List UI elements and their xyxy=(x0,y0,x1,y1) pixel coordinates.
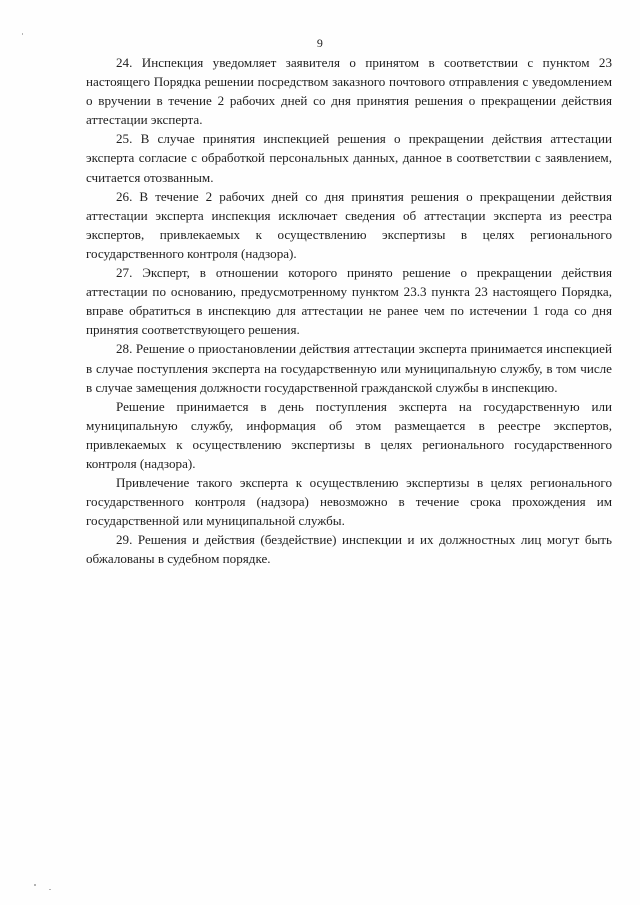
paragraph-28-involvement: Привлечение такого эксперта к осуществлению экспертизы в целях регионального государственного контроля (надзора) невозможно в течение срока прохождения им государственной или муниципальной службы. xyxy=(86,475,612,529)
document-body xyxy=(86,53,612,569)
scan-speck xyxy=(49,889,51,890)
paragraph-24: 24. Инспекция уведомляет заявителя о принятом в соответствии с пунктом 23 настоящего Порядка решении посредством заказного почтового отправления с уведомлением о вручении в течение 2 рабочих дней со дня принятия решения о прекращении действия аттестации эксперта. xyxy=(86,55,612,128)
page-number: 9 xyxy=(316,36,324,50)
paragraph-26: 26. В течение 2 рабочих дней со дня принятия решения о прекращении действия аттестации эксперта инспекция исключает сведения об аттестации эксперта из реестра экспертов, привлекаемых к осуществлению экспертизы в целях регионального государственного контроля (надзора). xyxy=(86,188,612,261)
paragraph-29: 29. Решения и действия (бездействие) инспекции и их должностных лиц могут быть обжалованы в судебном порядке. xyxy=(86,532,612,567)
paragraph-28-decision: Решение принимается в день поступления эксперта на государственную или муниципальную службу, информация об этом размещается в реестре экспертов, привлекаемых к осуществлению экспертизы в целях регионального государственного контроля (надзора). xyxy=(86,398,612,471)
paragraph-27: 27. Эксперт, в отношении которого принято решение о прекращении действия аттестации по основанию, предусмотренному пунктом 23.3 пункта 23 настоящего Порядка, вправе обратиться в инспекцию для аттестации не ранее чем по истечении 1 года со дня принятия соответствующего решения. xyxy=(86,265,612,338)
scan-speck xyxy=(22,33,23,35)
paragraph-25: 25. В случае принятия инспекцией решения о прекращении действия аттестации эксперта согласие с обработкой персональных данных, данное в соответствии с заявлением, считается отозванным. xyxy=(86,131,612,185)
scan-speck xyxy=(34,884,36,886)
paragraph-28: 28. Решение о приостановлении действия аттестации эксперта принимается инспекцией в случае поступления эксперта на государственную или муниципальную службу, в том числе в случае замещения должности государственной гражданской службы в инспекцию. xyxy=(86,341,612,395)
